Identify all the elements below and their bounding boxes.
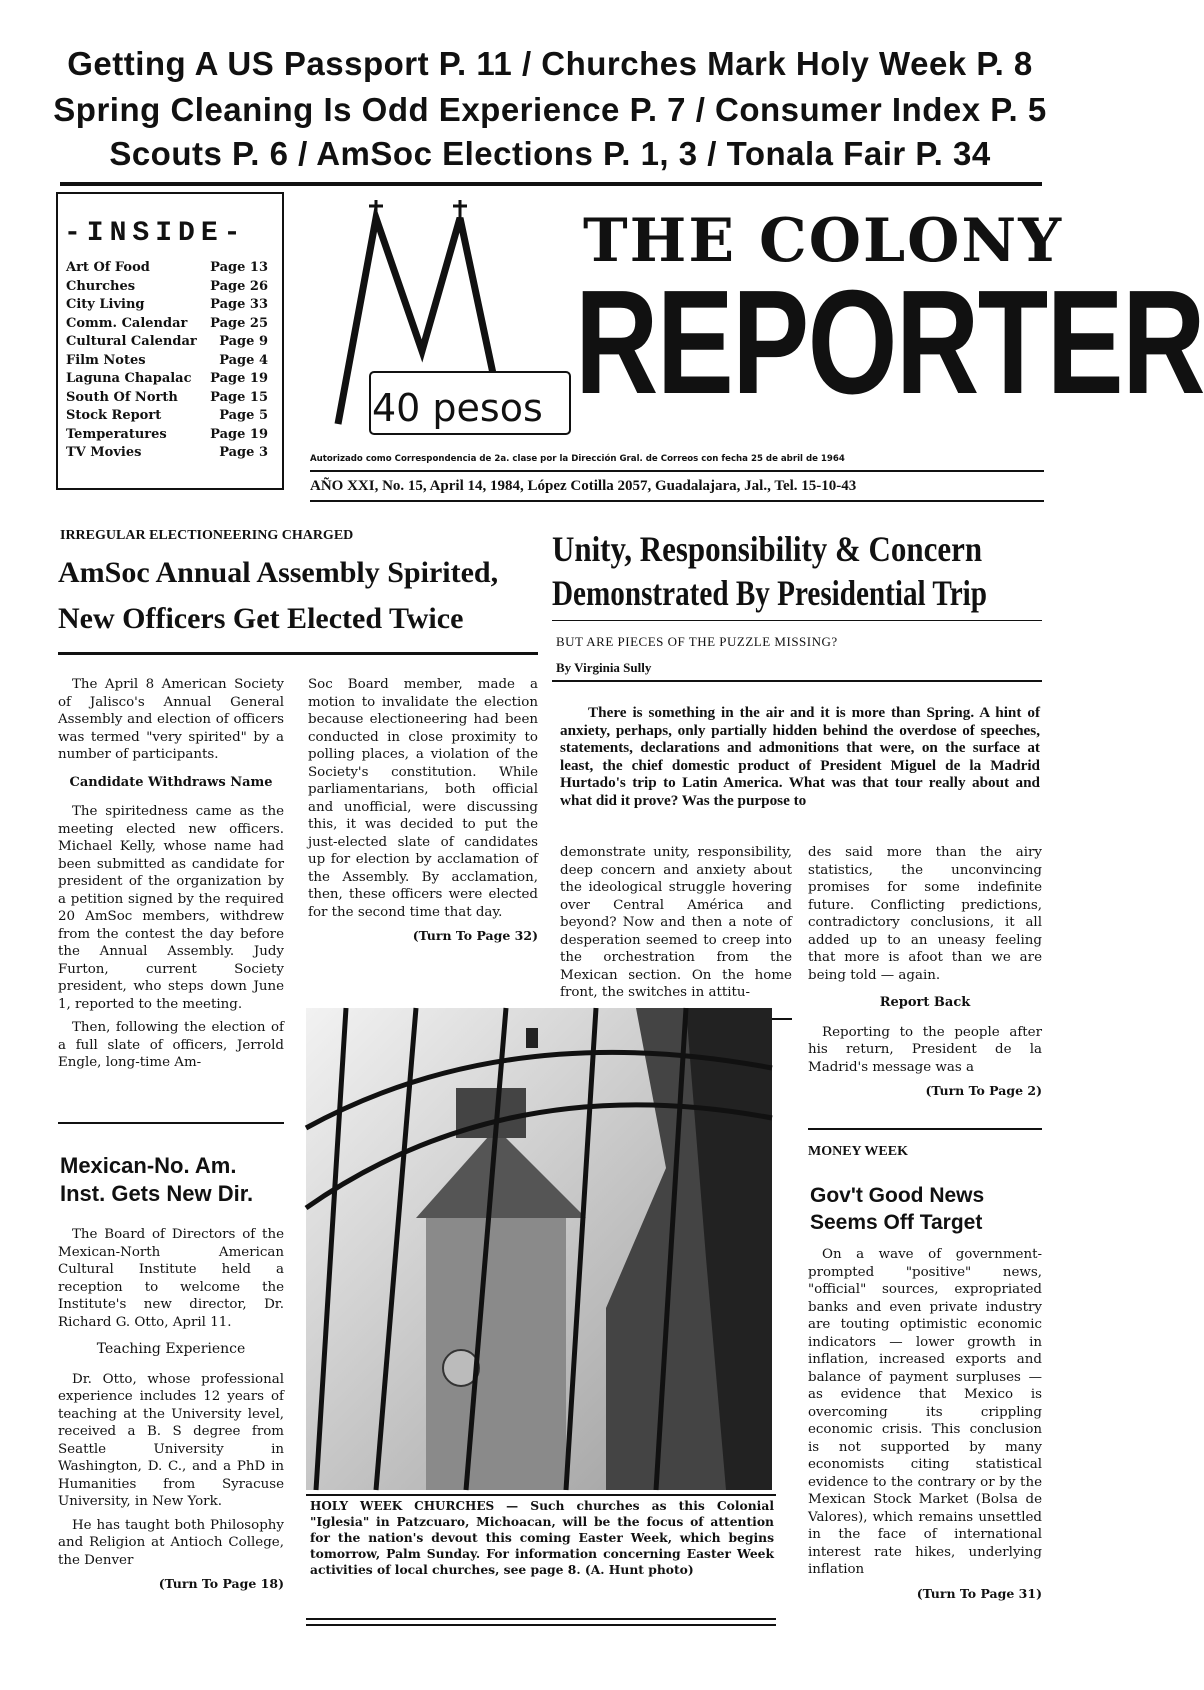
money-column (808, 1246, 1042, 1602)
unity-byline-rule (552, 680, 1042, 682)
money-headline-2: Seems Off Target (810, 1211, 983, 1234)
inside-item: City Living Page 33 (66, 297, 268, 312)
money-headline (810, 1182, 984, 1236)
amsoc-head-rule (58, 652, 538, 655)
masthead-title-main: REPORTER (575, 260, 1204, 425)
amsoc-headline-2: New Officers Get Elected Twice (58, 602, 464, 635)
unity-kicker: BUT ARE PIECES OF THE PUZZLE MISSING? (556, 634, 838, 649)
photo-caption-lead: HOLY WEEK CHURCHES — (310, 1499, 519, 1513)
church-photo-image (306, 1008, 772, 1490)
unity-column-a (560, 844, 792, 1008)
unity-headline-1: Unity, Responsibility & Concern (552, 529, 983, 569)
amsoc-subhead: Candidate Withdraws Name (69, 774, 273, 790)
unity-subhead: Report Back (879, 995, 971, 1010)
teaser-line-1: Getting A US Passport P. 11 / Churches Mark Holy Week P. 8 (67, 45, 1033, 82)
inside-index-box (56, 192, 284, 490)
unity-head-rule (552, 620, 1042, 621)
paragraph: The April 8 American Society of Jalisco's Annual General Assembly and election of officers was termed "very spirited" by a number of participants. (58, 677, 284, 762)
photo-caption (310, 1498, 774, 1578)
unity-end-rule (808, 1128, 1042, 1130)
inside-title: -INSIDE- (64, 218, 247, 249)
inside-item: Comm. Calendar Page 25 (66, 315, 268, 331)
institute-column (58, 1226, 284, 1593)
teaser-line-2: Spring Cleaning Is Odd Experience P. 7 / Consumer Index P. 5 (53, 91, 1047, 128)
unity-column-b (808, 844, 1042, 1100)
unity-jump: (Turn To Page 2) (925, 1083, 1042, 1098)
paragraph: des said more than the airy statistics, the unconvincing promises for some indefinite future. Conflicting predictions, contradictory conclusions, it all added up to an uneasy feeling that more is afoot than we are being told — again. (808, 845, 1042, 983)
paragraph: Dr. Otto, whose professional experience includes 12 years of teaching at the University level, received a B. S degree from Seattle University in Washington, D. C., and a PhD in Humanities from Syracuse University, in New York. (58, 1371, 284, 1509)
money-jump: (Turn To Page 31) (916, 1585, 1042, 1601)
inside-item: Laguna Chapalac Page 19 (66, 371, 268, 386)
institute-jump: (Turn To Page 18) (158, 1576, 284, 1591)
inside-item: Art Of Food Page 13 (66, 260, 268, 275)
paragraph: Then, following the election of a full slate of officers, Jerrold Engle, long-time Am- (58, 1020, 284, 1070)
price-label: 40 pesos (372, 386, 543, 430)
money-kicker: MONEY WEEK (808, 1144, 908, 1159)
money-headline-1: Gov't Good News (810, 1184, 985, 1207)
postal-authorization: Autorizado como Correspondencia de 2a. clase por la Dirección Gral. de Correos con fecha 25 de abril de 1964 (310, 454, 845, 464)
inside-list (66, 259, 282, 463)
inside-item: Temperatures Page 19 (66, 426, 268, 442)
unity-headline-2: Demonstrated By Presidential Trip (552, 573, 987, 613)
paragraph: On a wave of government-prompted "positive" news, "official" sources, expropriated banks and even private industry are touting optimistic economic indicators — lower growth in inflation, increased exports and balance of payment surpluses — as evidence that Mexico is overcoming its crippling economic crisis. This conclusion is not supported by many economists citing statistical evidence to the contrary or by the Mexican Stock Market (Bolsa de Valores), which remains unsettled in the face of international interest rate hikes, underlying inflation (808, 1247, 1042, 1577)
caption-end-rule (306, 1618, 776, 1620)
amsoc-end-rule (58, 1122, 284, 1124)
amsoc-jump: (Turn To Page 32) (412, 928, 538, 943)
inside-item: TV Movies Page 3 (66, 445, 268, 460)
dateline-rule (310, 470, 1044, 472)
inside-item: Stock Report Page 5 (66, 408, 268, 423)
paragraph: There is something in the air and it is more than Spring. A hint of anxiety, perhaps, only partially hidden behind the overdose of speeches, statements, declarations and admonitions that were, on the surface at least, the chief domestic product of President Miguel de la Madrid Hurtado's trip to Latin America. What was that tour really about and what did it prove? Was the purpose to (560, 704, 1040, 809)
institute-subhead: Teaching Experience (96, 1341, 246, 1357)
inside-item: Cultural Calendar Page 9 (66, 334, 268, 349)
teaser-line-3: Scouts P. 6 / AmSoc Elections P. 1, 3 / Tonala Fair P. 34 (109, 135, 991, 172)
inside-item: Film Notes Page 4 (66, 352, 268, 368)
unity-byline: By Virginia Sully (556, 660, 652, 675)
photo-caption-text: Such churches as this Colonial "Iglesia" in Patzcuaro, Michoacan, will be the focus of attention for the nation's devout this coming Easter Week, which begins tomorrow, Palm Sunday. For information concerning Easter Week activities of local churches, see page 8. (A. Hunt photo) (310, 1498, 774, 1577)
dateline-rule-bottom (310, 500, 1044, 502)
dateline: AÑO XXI, No. 15, April 14, 1984, López Cotilla 2057, Guadalajara, Jal., Tel. 15-10-43 (310, 478, 857, 494)
top-rule (60, 182, 1042, 186)
amsoc-column-2 (308, 676, 538, 945)
institute-headline-2: Inst. Gets New Dir. (60, 1181, 254, 1206)
church-photo (306, 1008, 772, 1490)
amsoc-headline-1: AmSoc Annual Assembly Spirited, (58, 556, 499, 589)
institute-headline (60, 1152, 253, 1208)
amsoc-column-1 (58, 676, 284, 1078)
photo-caption-rule (306, 1494, 776, 1496)
inside-item: South Of North Page 15 (66, 389, 268, 405)
unity-lead (560, 704, 1040, 809)
paragraph: The Board of Directors of the Mexican-North American Cultural Institute held a reception to welcome the Institute's new director, Dr. Richard G. Otto, April 11. (58, 1227, 284, 1330)
paragraph: Soc Board member, made a motion to invalidate the election because electioneering had been conducted in close proximity to polling places, a violation of the Society's constitution. While parliamentarians, both official and unofficial, were discussing this, it was decided to put the just-elected slate of candidates up for election by acclamation of the Assembly. By acclamation, then, these officers were elected for the second time that day. (308, 677, 538, 920)
masthead-title-top: THE COLONY (583, 206, 1064, 276)
institute-headline-1: Mexican-No. Am. (60, 1153, 237, 1178)
paragraph: demonstrate unity, responsibility, deep concern and anxiety about the ideological struggle hovering over Central América and beyond? Now and then a note of desperation seemed to creep into the orchestration from the Mexican section. On the home front, the switches in attitu- (560, 845, 792, 1000)
caption-end-rule-2 (306, 1624, 776, 1626)
amsoc-kicker: IRREGULAR ELECTIONEERING CHARGED (60, 528, 354, 543)
paragraph: He has taught both Philosophy and Religion at Antioch College, the Denver (58, 1517, 284, 1568)
paragraph: The spiritedness came as the meeting elected new officers. Michael Kelly, whose name had been submitted as candidate for president of the organization by a petition signed by the required 20 AmSoc members, withdrew from the contest the day before the Annual Assembly. Judy Furton, current Society president, who steps down June 1, reported to the meeting. (58, 804, 284, 1012)
inside-item: Churches Page 26 (66, 278, 268, 294)
paragraph: Reporting to the people after his return, President de la Madrid's message was a (808, 1024, 1042, 1075)
